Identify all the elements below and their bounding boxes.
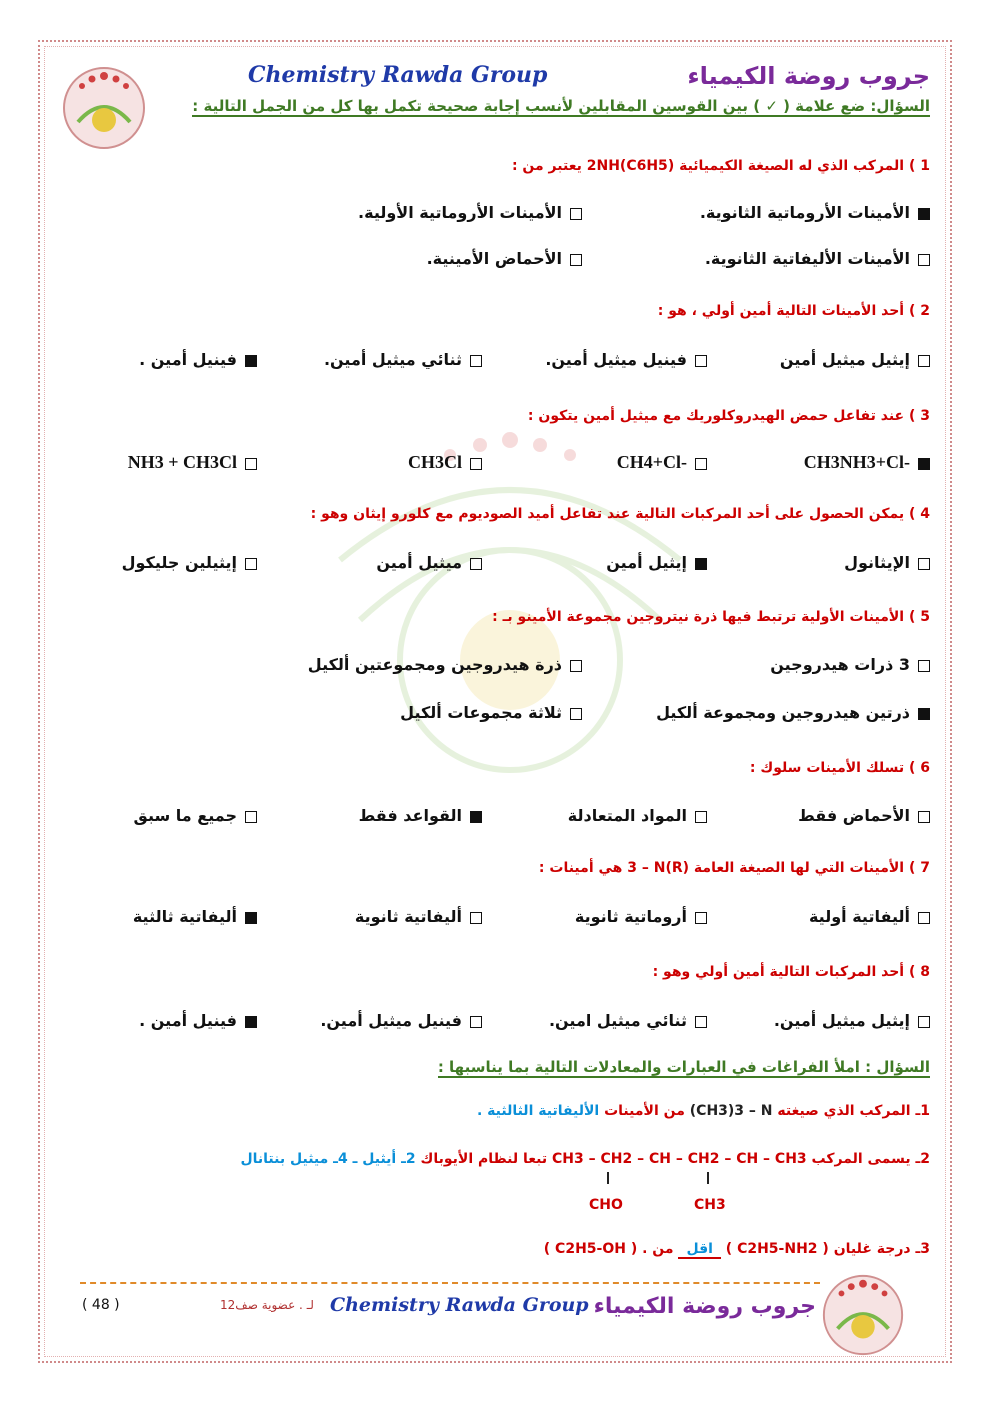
q5-option-4[interactable]: ثلاثة مجموعات ألكيل — [400, 703, 582, 722]
q5-option-1[interactable]: 3 ذرات هيدروجين — [770, 655, 930, 674]
q6-checkbox-2[interactable] — [695, 811, 707, 823]
q7-checkbox-4[interactable] — [245, 912, 257, 924]
q3-checkbox-2[interactable] — [695, 458, 707, 470]
q4-checkbox-3[interactable] — [470, 558, 482, 570]
q1-checkbox-4[interactable] — [570, 254, 582, 266]
q1-option-2[interactable]: الأمينات الأروماتية الأولية. — [358, 203, 582, 222]
substituent-cho: CHO — [589, 1197, 623, 1213]
question-4-stem: 4 ) يمكن الحصول على أحد المركبات التالية عند تفاعل أميد الصوديوم مع كلورو إيثان وهو : — [310, 506, 930, 522]
fill-answer-1[interactable]: الأليفاتية الثالثية . — [476, 1103, 600, 1119]
q6-option-3[interactable]: القواعد فقط — [359, 806, 482, 825]
q2-option-2[interactable]: فينيل ميثيل أمين. — [545, 350, 707, 369]
question-6-stem: 6 ) تسلك الأمينات سلوك : — [749, 760, 930, 776]
footer-title-ar: جروب روضة الكيمياء — [593, 1294, 816, 1319]
q7-option-1[interactable]: أليفاتية أولية — [809, 907, 930, 926]
q6-checkbox-3[interactable] — [470, 811, 482, 823]
q7-checkbox-1[interactable] — [918, 912, 930, 924]
q6-option-2[interactable]: المواد المتعادلة — [568, 806, 707, 825]
q3-checkbox-3[interactable] — [470, 458, 482, 470]
instruction-2: السؤال : املأ الفراغات في العبارات والمعادلات التالية بما يناسبها : — [437, 1058, 930, 1076]
q5-checkbox-1[interactable] — [918, 660, 930, 672]
footer-title-en: Chemistry Rawda Group — [330, 1294, 589, 1316]
q5-checkbox-3[interactable] — [918, 708, 930, 720]
q5-option-3[interactable]: ذرتين هيدروجين ومجموعة ألكيل — [656, 703, 930, 722]
question-8-stem: 8 ) أحد المركبات التالية أمين أولي وهو : — [652, 964, 930, 980]
fill-answer-3[interactable]: اقل — [678, 1241, 720, 1259]
footer-course: لـ . عضوية صف12 — [220, 1298, 314, 1312]
q4-option-1[interactable]: الإيثانول — [844, 553, 930, 572]
q4-option-2[interactable]: إيثيل أمين — [606, 553, 707, 572]
q2-checkbox-1[interactable] — [918, 355, 930, 367]
q3-option-2[interactable]: CH4+Cl- — [617, 452, 707, 473]
logo-top — [58, 62, 150, 154]
question-5-stem: 5 ) الأمينات الأولية ترتبط فيها ذرة نيتروجين مجموعة الأمينو بـ : — [492, 609, 930, 625]
q3-option-4[interactable]: NH3 + CH3Cl — [128, 452, 257, 473]
q1-checkbox-3[interactable] — [918, 254, 930, 266]
q4-checkbox-1[interactable] — [918, 558, 930, 570]
q1-option-1[interactable]: الأمينات الأروماتية الثانوية. — [700, 203, 930, 222]
q8-option-2[interactable]: ثنائي ميثيل امين. — [549, 1011, 707, 1030]
q1-checkbox-1[interactable] — [918, 208, 930, 220]
q1-option-3[interactable]: الأمينات الأليفاتية الثانوية. — [705, 249, 930, 268]
q8-option-3[interactable]: فينيل ميثيل أمين. — [320, 1011, 482, 1030]
q5-checkbox-4[interactable] — [570, 708, 582, 720]
q7-checkbox-2[interactable] — [695, 912, 707, 924]
question-3-stem: 3 ) عند تفاعل حمض الهيدروكلوريك مع ميثيل أمين يتكون : — [527, 408, 930, 424]
q2-checkbox-3[interactable] — [470, 355, 482, 367]
q2-option-1[interactable]: إيثيل ميثيل أمين — [780, 350, 930, 369]
q3-checkbox-4[interactable] — [245, 458, 257, 470]
q2-checkbox-4[interactable] — [245, 355, 257, 367]
fill-item-3: 3ـ درجة غليان ( C2H5-NH2 ) اقل من ( C2H5-OH ) . — [543, 1241, 930, 1257]
q8-option-4[interactable]: فينيل أمين . — [139, 1011, 257, 1030]
header-title-en: Chemistry Rawda Group — [248, 62, 548, 88]
bond-line-2 — [707, 1172, 709, 1184]
watermark-logo — [300, 400, 720, 900]
q8-checkbox-4[interactable] — [245, 1016, 257, 1028]
instruction-1: السؤال: ضع علامة ( ✓ ) بين القوسين المقابلين لأنسب إجابة صحيحة تكمل بها كل من الجمل التالية : — [192, 97, 930, 115]
q4-option-4[interactable]: إيثيلين جليكول — [122, 553, 257, 572]
q5-checkbox-2[interactable] — [570, 660, 582, 672]
q4-checkbox-2[interactable] — [695, 558, 707, 570]
question-7-stem: 7 ) الأمينات التي لها الصيغة العامة (R)3 – N هي أمينات : — [538, 860, 930, 876]
q1-option-4[interactable]: الأحماض الأمينية. — [427, 249, 582, 268]
question-1-stem: 1 ) المركب الذي له الصيغة الكيميائية (C6H5)2NH يعتبر من : — [511, 158, 930, 174]
q1-checkbox-2[interactable] — [570, 208, 582, 220]
page-number: ( 48 ) — [82, 1297, 120, 1313]
q6-option-1[interactable]: الأحماض فقط — [798, 806, 930, 825]
header-title-ar: جروب روضة الكيمياء — [687, 62, 930, 90]
fill-answer-2[interactable]: 2ـ أيثيل ـ 4ـ ميثيل بنتانال — [240, 1151, 416, 1167]
q7-option-3[interactable]: أليفاتية ثانوية — [355, 907, 482, 926]
q3-option-1[interactable]: CH3NH3+Cl- — [804, 452, 930, 473]
question-2-stem: 2 ) أحد الأمينات التالية أمين أولي ، هو : — [657, 303, 930, 319]
q3-option-3[interactable]: CH3Cl — [408, 452, 482, 473]
q2-checkbox-2[interactable] — [695, 355, 707, 367]
q7-option-2[interactable]: أروماتية ثانوية — [575, 907, 707, 926]
q2-option-3[interactable]: ثنائي ميثيل أمين. — [324, 350, 482, 369]
logo-bottom — [818, 1270, 908, 1360]
q4-option-3[interactable]: ميثيل أمين — [376, 553, 482, 572]
q8-checkbox-3[interactable] — [470, 1016, 482, 1028]
bond-line-1 — [607, 1172, 609, 1184]
q7-option-4[interactable]: أليفاتية ثالثية — [133, 907, 257, 926]
q6-option-4[interactable]: جميع ما سبق — [134, 806, 257, 825]
footer-divider — [80, 1282, 820, 1284]
q8-checkbox-1[interactable] — [918, 1016, 930, 1028]
q3-checkbox-1[interactable] — [918, 458, 930, 470]
q7-checkbox-3[interactable] — [470, 912, 482, 924]
q6-checkbox-1[interactable] — [918, 811, 930, 823]
q5-option-2[interactable]: ذرة هيدروجين ومجموعتين ألكيل — [308, 655, 582, 674]
q4-checkbox-4[interactable] — [245, 558, 257, 570]
q6-checkbox-4[interactable] — [245, 811, 257, 823]
q8-checkbox-2[interactable] — [695, 1016, 707, 1028]
fill-item-1: 1ـ المركب الذي صيغته (CH3)3 – N من الأمينات الأليفاتية الثالثية . — [476, 1103, 930, 1119]
q8-option-1[interactable]: إيثيل ميثيل أمين. — [774, 1011, 930, 1030]
fill-item-2: 2ـ يسمى المركب CH3 – CH2 – CH – CH2 – CH – CH3 تبعا لنظام الأيوباك 2ـ أيثيل ـ 4ـ ميثيل بنتانال — [240, 1151, 930, 1167]
substituent-ch3: CH3 — [694, 1197, 726, 1213]
q2-option-4[interactable]: فينيل أمين . — [139, 350, 257, 369]
